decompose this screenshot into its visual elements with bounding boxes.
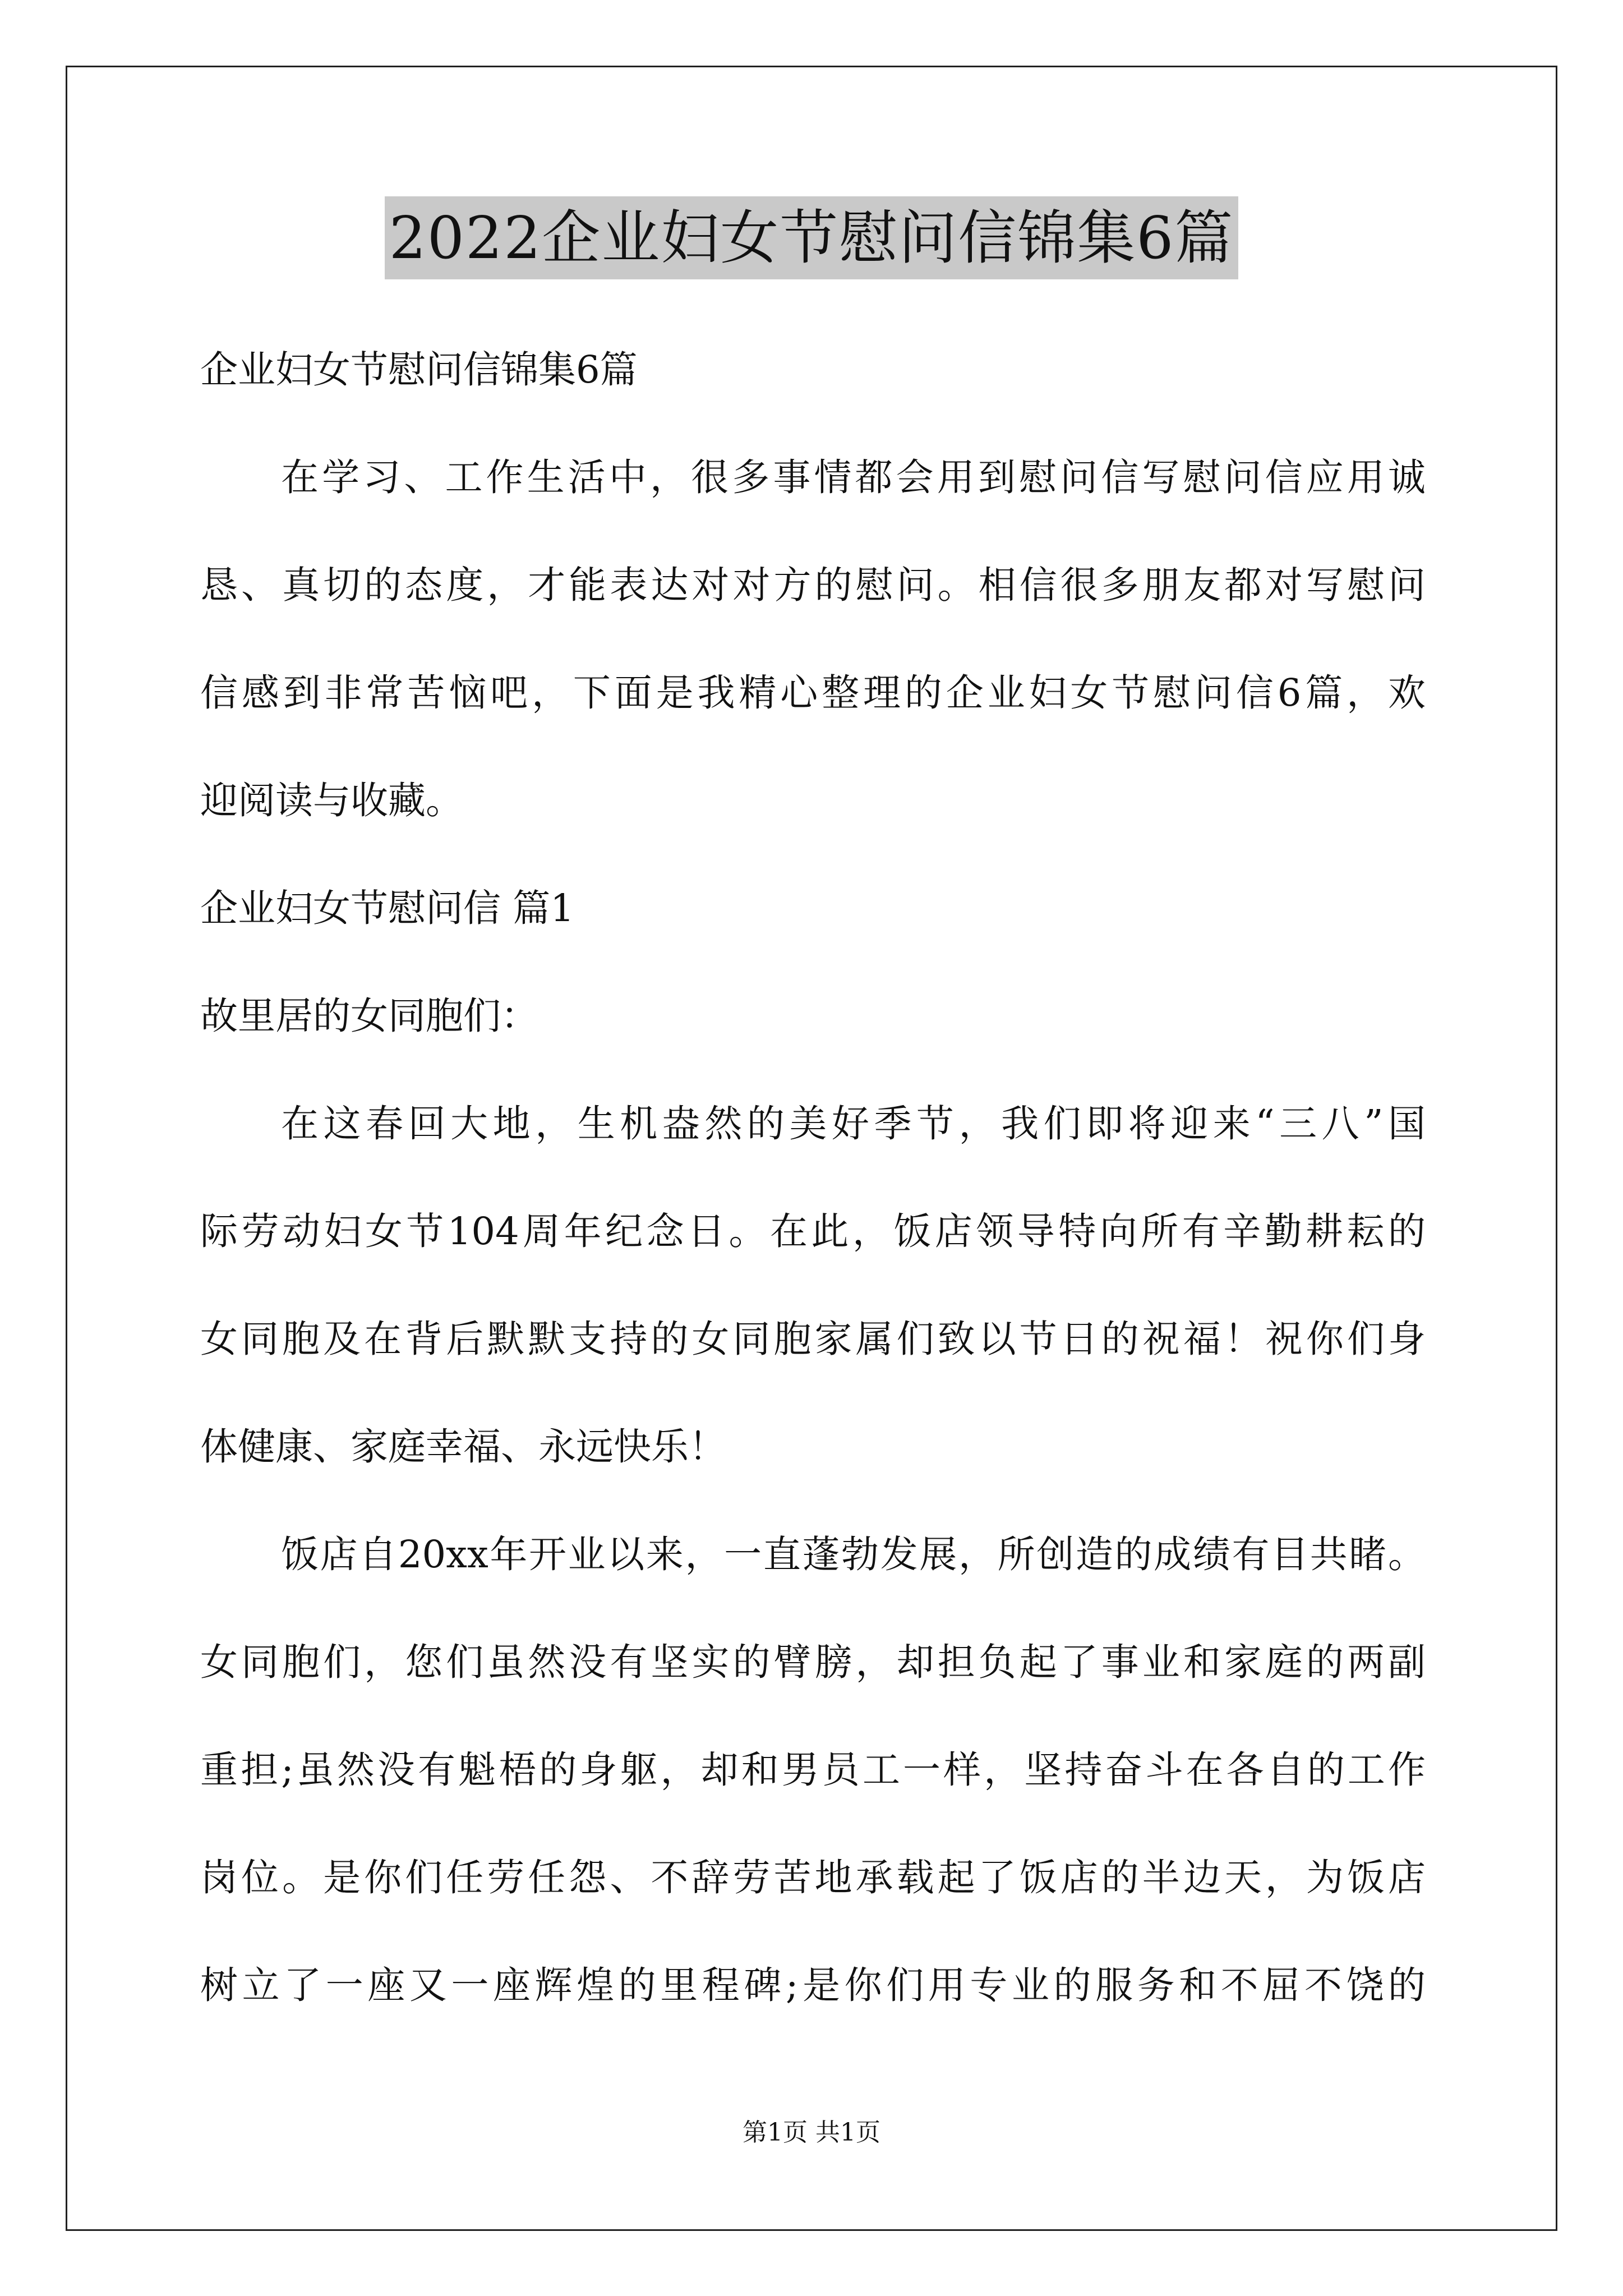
document-title: 2022企业妇女节慰问信锦集6篇 [385,196,1239,279]
body-line: 恳、真切的态度，才能表达对对方的慰问。相信很多朋友都对写慰问 [200,563,1426,607]
body-line: 在这春回大地，生机盎然的美好季节，我们即将迎来“三八”国 [281,1102,1426,1145]
document-body [200,316,1426,2039]
page-footer: 第1页 共1页 [743,2118,880,2147]
body-line: 树立了一座又一座辉煌的里程碑;是你们用专业的服务和不屈不饶的 [200,1963,1426,2007]
body-line: 在学习、工作生活中，很多事情都会用到慰问信写慰问信应用诚 [281,455,1426,499]
section-heading: 企业妇女节慰问信 篇1 [200,886,574,930]
body-line: 际劳动妇女节104周年纪念日。在此，饭店领导特向所有辛勤耕耘的 [200,1209,1426,1253]
title-area [0,196,1623,279]
body-line: 信感到非常苦恼吧，下面是我精心整理的企业妇女节慰问信6篇，欢 [200,671,1426,715]
subtitle-line: 企业妇女节慰问信锦集6篇 [200,348,638,392]
body-line: 女同胞及在背后默默支持的女同胞家属们致以节日的祝福！祝你们身 [200,1317,1426,1361]
body-line: 岗位。是你们任劳任怨、不辞劳苦地承载起了饭店的半边天，为饭店 [200,1856,1426,1899]
body-line: 饭店自20xx年开业以来，一直蓬勃发展，所创造的成绩有目共睹。 [281,1533,1426,1576]
body-line: 体健康、家庭幸福、永远快乐！ [200,1425,726,1469]
body-line: 重担;虽然没有魁梧的身躯，却和男员工一样，坚持奋斗在各自的工作 [200,1748,1426,1792]
body-line: 迎阅读与收藏。 [200,779,463,822]
body-line: 女同胞们，您们虽然没有坚实的臂膀，却担负起了事业和家庭的两副 [200,1640,1426,1684]
salutation-line: 故里居的女同胞们： [200,994,538,1038]
